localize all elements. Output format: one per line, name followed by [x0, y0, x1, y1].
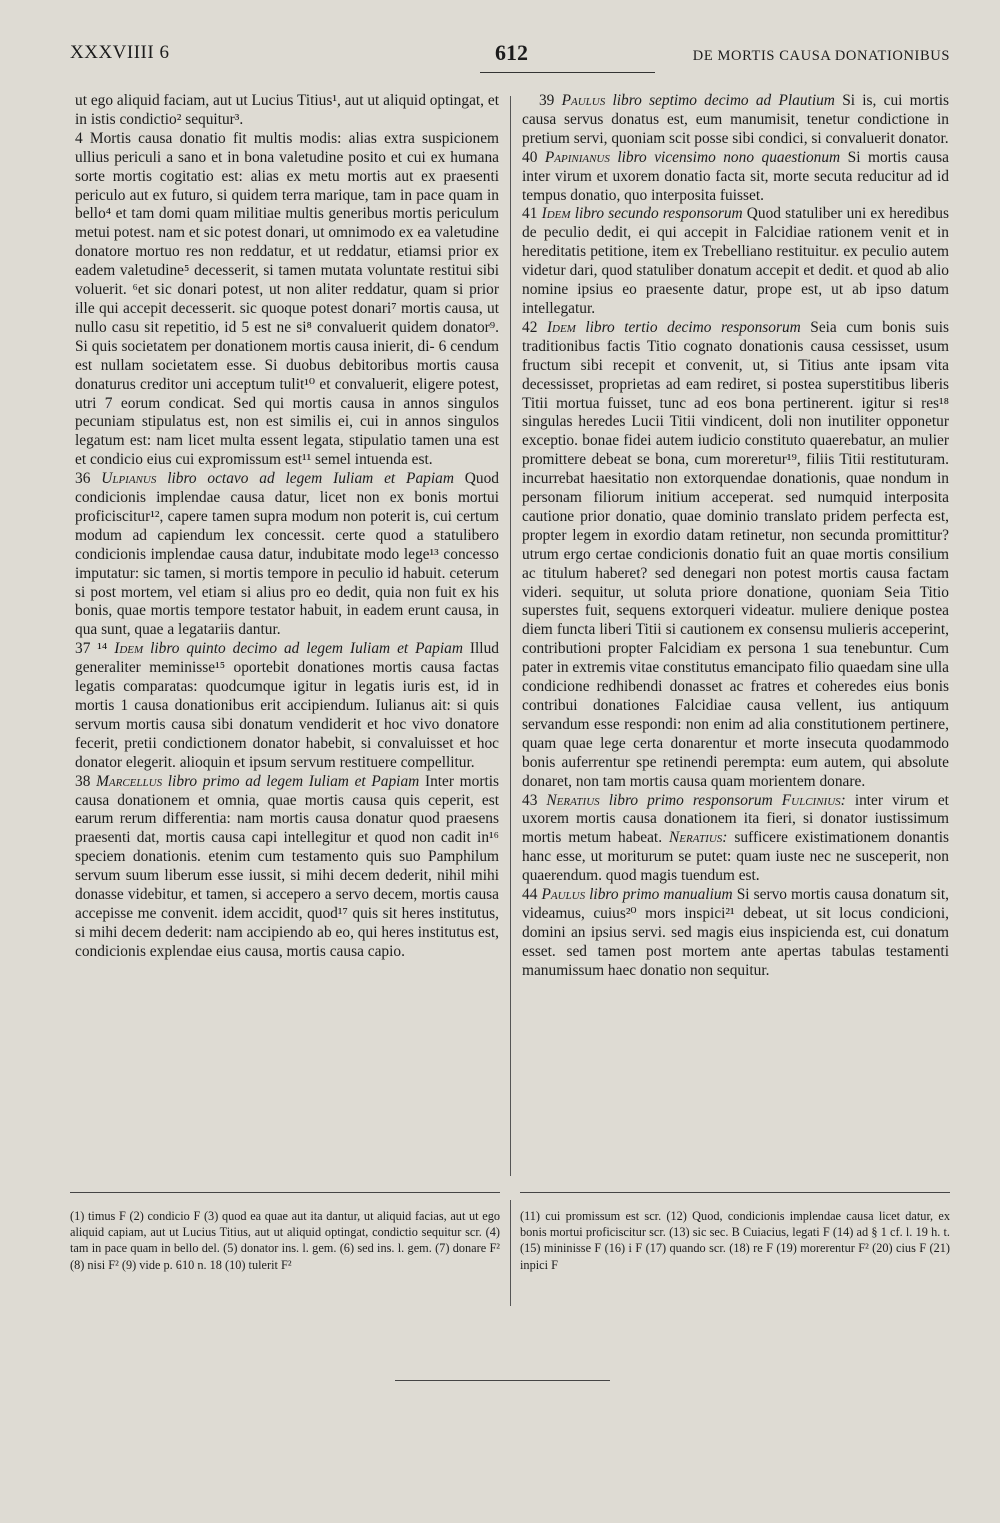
jurist-name: Idem	[541, 205, 571, 223]
left-column	[75, 92, 499, 962]
fragment-text: Si servo mortis causa donatum sit, videamus, cuius²⁰ mors inspici²¹ debeat, ut sit locus condicioni, domini an ipsius servi. sed magis eius inspicienda est, cui donatum esset. sed tamen post mortem ante apertas tabulas testamenti manumissum haec donatio non sequitur.	[522, 886, 949, 979]
fragment-number: 37 ¹⁴	[75, 640, 108, 658]
footnotes-right	[520, 1208, 950, 1273]
title-heading: DE MORTIS CAUSA DONATIONIBUS	[692, 48, 950, 64]
fragment-37	[75, 640, 499, 772]
footnote-rule-left	[70, 1192, 500, 1193]
footnote-separator	[510, 1200, 511, 1306]
work-reference: libro primo ad legem Iuliam et Papiam	[167, 772, 420, 790]
fragment-number: 36	[75, 470, 91, 488]
footnote-block: (1) timus F (2) condicio F (3) quod ea quae aut ita dantur, ut aliquid facias, aut ut ego aliquid capiam, aut ut Lucius Titius, aut ut aliquid optingat, condictio sequitur scr. (4) tam in pace quam in bello del. (5) donator ins. l. gem. (6) sed ins. l. gem. (7) donare F² (8) nisi F² (9) vide p. 610 n. 18 (10) tulerit F²	[70, 1209, 500, 1272]
fragment-text: Inter mortis causa donationem et omnia, quae mortis causa quis ceperit, est earum rerum differentia: nam mortis causa donatur quod praesens praesenti dat, mortis causa capi intellegitur et quod non cadit in¹⁶ speciem donationis. etenim cum testamento quis suo Pamphilum servum suum liberum esse iussit, si mihi decem dederit, nihil mihi donasse videbitur, et tamen, si accepero a servo decem, mortis causa accepisse me convenit. idem accidit, quod¹⁷ quis sit heres institutus, si mihi decem dederit: nam accipiendo ab eo, qui heres institutus est, condicionis explendae eius causa, mortis causa capio.	[75, 772, 499, 960]
fragment-text: Seia cum bonis suis traditionibus factis Titio cognato donationis causa cessisset, usum fructum sibi recepit et convenit, ut, si Titius ante ipsam vita decessisset, proprietas ad eam rediret, si postea superstitibus liberis Titii mortua fuisset, tunc ad eos bona pertinerent. igitur si res¹⁸ singulas heredes Lucii Titii vindicent, doli non inutiliter opponetur exceptio. bonae fidei autem iudicio constituto quaerebatur, an mulier promittere debeat se bona, cum moreretur¹⁹, filiis Titii restituturam. incurrebat haesitatio non extorquendae donationis, quae nondum in personam filiorum initium acceperat. sed numquid interposita cautione prior donatio, quae dominio translato pridem perfecta est, propter legem in exordio datam retinetur, non secunda promittitur? utrum ergo certae condicionis donatio fuit an quae mortis consilium ac titulum haberet? sed denegari non potest mortis causa factam videri. sequitur, ut soluta priore donatione, quoniam Seia Titio superstes fuit, sequens extorqueri videatur. muliere denique postea diem functa liberi Titii si cautionem ex consensu mulieris acceperint, contributioni propter Falcidiam ex persona 1 sua tenebuntur. Cum pater in extremis vitae constitutus emancipato filio quaedam sine ulla condicione redhibendi donasset ac fratres et coheredes eius bonis contribui donationes Falcidiae causa vellent, ius antiquum servandum esse respondi: non enim ad alia constitutionem pertinere, quam quae lege certa donarentur et morte insecuta quodammodo bonis auferrentur spe retinendi perempta: eum autem, qui absolute donaret, non tam mortis causa quam morientem donare.	[522, 318, 950, 790]
work-reference: libro primo manualium	[589, 886, 733, 904]
work-reference: libro vicensimo nono quaestionum	[617, 148, 841, 166]
bottom-rule	[395, 1380, 610, 1381]
footnote-rule-right	[520, 1192, 950, 1193]
fragment-43	[522, 792, 949, 887]
footnote-block: (11) cui promissum est scr. (12) Quod, condicionis implendae causa licet datur, ex bonis mortui proficiscitur scr. (13) sic sec. B Cuiacius, legati F (14) ad § 1 cf. l. 19 h. t. (15) mininisse F (16) i F (17) quando scr. (18) re F (19) morerentur F² (20) cius F (21) inpici F	[520, 1209, 950, 1272]
footnotes-left	[70, 1208, 500, 1273]
fragment-44	[522, 886, 949, 981]
right-column	[522, 92, 949, 981]
fragment-number: 42	[522, 318, 538, 336]
paragraph-continuation: ut ego aliquid faciam, aut ut Lucius Titius¹, aut ut aliquid optingat, et in istis condictio² sequitur³.	[75, 92, 499, 128]
speaker-name: Neratius:	[669, 829, 728, 847]
running-header	[70, 40, 950, 76]
fragment-number: 40	[522, 148, 538, 166]
fragment-36	[75, 470, 499, 640]
fragment-text: inter virum et uxorem mortis causa donationem ita fieri, si donator iustissimum mortis metum habeat.	[522, 791, 949, 847]
jurist-name: Paulus	[541, 886, 586, 904]
page-number: 612	[495, 40, 528, 65]
fragment-41	[522, 205, 949, 318]
jurist-name: Ulpianus	[101, 470, 157, 488]
header-rule	[480, 72, 655, 73]
work-reference: libro tertio decimo responsorum	[585, 318, 801, 336]
paragraph-4: 4 Mortis causa donatio fit multis modis: alias extra suspicionem ullius periculi a sano et in bona valetudine posito et cui ex humana sorte mortis cogitatio est: alias ex metu mortis aut ex praesenti periculo aut ex futuro, si quidem terra marique, tam in pace quam in bello⁴ et tam domi quam militiae multis generibus mortis periculum metui potest. nam et sic potest donari, ut omnimodo ex ea valetudine donatore mortuo res non reddatur, et ut reddatur, etiamsi prior ex eadem valetudine⁵ decesserit, si tamen mutata voluntate restitui sibi voluerit. ⁶et sic donari potest, ut non aliter reddatur, quam si prior ille qui accepit decesserit. sic quoque potest donari⁷ mortis causa, ut nullo casu sit repetitio, id 5 est ne si⁸ convaluerit quidem donator⁹. Si quis societatem per donationem mortis causa inierit, di- 6 cendum est nullam societatem esse. Si duobus debitoribus mortis causa donaturus creditor uni acceptum tulit¹⁰ et convaluerit, eligere potest, utri 7 eorum condicat. Sed qui mortis causa in annos singulos pecuniam stipulatus est, non est similis ei, cui in annos singulos legatum est: nam licet multa essent legata, stipulatio tamen una est et condicio eius cui expromissum est¹¹ semel intuenda est.	[75, 129, 499, 469]
fragment-number: 38	[75, 772, 91, 790]
work-reference: libro secundo responsorum	[574, 205, 743, 223]
fragment-number: 41	[522, 205, 538, 223]
section-number: XXXVIIII 6	[70, 42, 170, 63]
fragment-number: 43	[522, 791, 538, 809]
fragment-number: 39	[538, 92, 555, 109]
work-reference: libro primo responsorum	[608, 791, 773, 809]
fragment-text: Si is, cui mortis causa servus donatus est, eum manumisit, tenetur condictione in pretium servi, quoniam scit posse sibi condici, si convaluerit donator.	[522, 92, 949, 147]
work-reference: libro quinto decimo ad legem Iuliam et Papiam	[150, 640, 463, 658]
work-reference: libro octavo ad legem Iuliam et Papiam	[167, 470, 454, 488]
jurist-name: Neratius	[546, 791, 600, 809]
fragment-text: Illud generaliter meminisse¹⁵ oportebit donationes mortis causa factas legatis comparatas: quodcumque igitur in legatis iuris est, id in mortis 1 causa donationibus erit accipiendum. Iulianus ait: si quis servum mortis causa sibi donatum vendiderit et hoc vivo donatore fecerit, pretii condictionem donator habebit, si convaluisset et hoc donator elegerit. alioquin et ipsum servum restituere compellitur.	[75, 640, 499, 771]
jurist-name: Paulus	[561, 92, 606, 109]
fragment-40	[522, 149, 949, 206]
fragment-text: Si mortis causa inter virum et uxorem donatio facta sit, morte secuta reducitur ad id tempus donatio, quo interposita fuisset.	[522, 148, 949, 204]
fragment-text: sufficere existimationem donantis hanc esse, ut moriturum se putet: quam iuste nec ne susceperit, non quaerendum. quod magis tuendum est.	[522, 829, 949, 885]
fragment-42	[522, 319, 949, 792]
speaker-name: Fulcinius:	[781, 791, 846, 809]
jurist-name: Idem	[114, 640, 144, 658]
column-separator	[510, 96, 511, 1176]
jurist-name: Marcellus	[96, 772, 163, 790]
jurist-name: Idem	[546, 318, 576, 336]
fragment-text: Quod condicionis implendae causa datur, licet non ex bonis mortui proficiscitur¹², capere tamen supra modum non poterit is, cui certum modum ad capiendum lex concessit. certe quod a statulibero condicionis implendae causa datur, indubitate modo lege¹³ concesso imputatur: sic tamen, si mortis tempore in peculio id habuit. ceterum si post mortem, vel etiam si alius pro eo dedit, quia non fuit ex his bonis, quae mortis tempore testator habuit, in eadem erunt causa, in qua sunt, quae a legatariis dantur.	[75, 470, 499, 639]
fragment-38	[75, 773, 499, 962]
fragment-39	[522, 92, 949, 149]
fragment-number: 44	[522, 886, 538, 904]
work-reference: libro septimo decimo ad Plautium	[612, 92, 835, 109]
fragment-text: Quod statuliber uni ex heredibus de peculio dedit, ei qui accepit in Falcidiae rationem venit et in hereditatis petitione, item ex Trebelliano restituitur. ex peculio autem videtur dari, quod statuliber donatum accepit et dedit. et quod ab alio nomine ipsius eo praesente datur, prope est, ut ab ipso datum intellegatur.	[522, 205, 949, 317]
jurist-name: Papinianus	[544, 148, 610, 166]
